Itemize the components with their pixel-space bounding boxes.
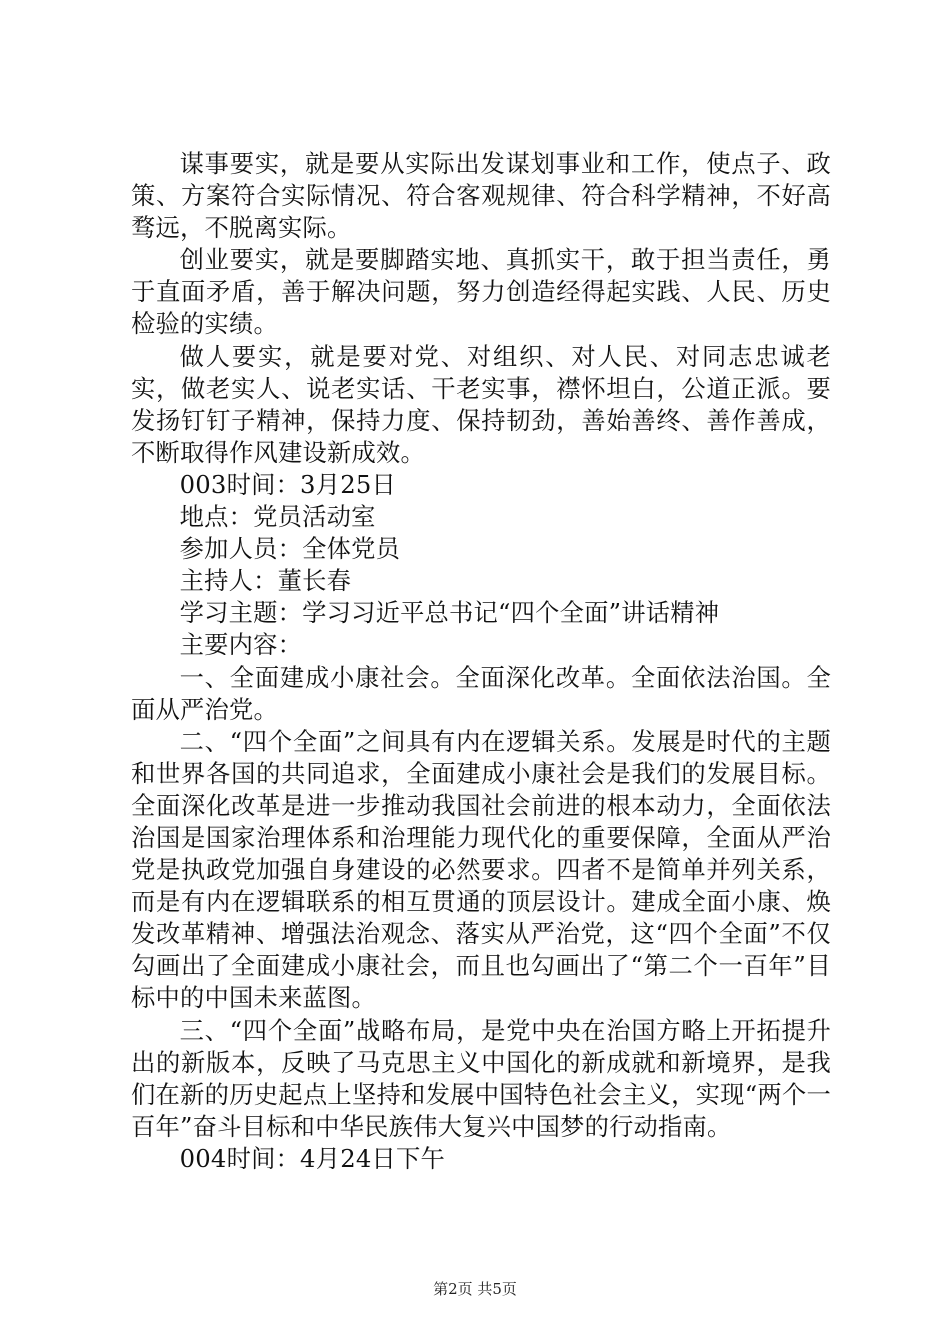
content-item-three: 三、“四个全面”战略布局，是党中央在治国方略上开拓提升出的新版本，反映了马克思主义中国化的新成就和新境界，是我们在新的历史起点上坚持和发展中国特色社会主义，实现“两个一百年”奋斗目标和中华民族伟大复兴中国梦的行动指南。: [131, 1015, 831, 1141]
meeting-004-time: 004时间：4月24日下午: [179, 1143, 446, 1173]
content-item-two: 二、“四个全面”之间具有内在逻辑关系。发展是时代的主题和世界各国的共同追求，全面建成小康社会是我们的发展目标。全面深化改革是进一步推动我国社会前进的根本动力，全面依法治国是国家治理体系和治理能力现代化的重要保障，全面从严治党是执政党加强自身建设的必然要求。四者不是简单并列关系，而是有内在逻辑联系的相互贯通的顶层设计。建成全面小康、焕发改革精神、增强法治观念、落实从严治党，这“四个全面”不仅勾画出了全面建成小康社会，而且也勾画出了“第二个一百年”目标中的中国未来蓝图。: [131, 726, 831, 1013]
meeting-003-host: 主持人：董长春: [179, 566, 352, 596]
meeting-003-participants: 参加人员：全体党员: [179, 534, 401, 564]
meeting-003-topic: 学习主题：学习习近平总书记“四个全面”讲话精神: [179, 598, 720, 628]
meeting-003-location: 地点：党员活动室: [179, 502, 376, 532]
paragraph-planning: 谋事要实，就是要从实际出发谋划事业和工作，使点子、政策、方案符合实际情况、符合客观规律、符合科学精神，不好高骛远，不脱离实际。: [131, 149, 831, 243]
paragraph-conduct: 做人要实，就是要对党、对组织、对人民、对同志忠诚老实，做老实人、说老实话、干老实事，襟怀坦白，公道正派。要发扬钉钉子精神，保持力度、保持韧劲，善始善终、善作善成，不断取得作风建设新成效。: [131, 341, 831, 467]
paragraph-entrepreneurship: 创业要实，就是要脚踏实地、真抓实干，敢于担当责任，勇于直面矛盾，善于解决问题，努力创造经得起实践、人民、历史检验的实绩。: [131, 245, 831, 339]
meeting-003-time: 003时间：3月25日: [179, 469, 397, 499]
meeting-003-content-heading: 主要内容：: [179, 630, 303, 660]
content-item-one: 一、全面建成小康社会。全面深化改革。全面依法治国。全面从严治党。: [131, 662, 831, 724]
page-footer: 第2页 共5页: [433, 1280, 517, 1298]
document-body: [131, 148, 831, 1175]
